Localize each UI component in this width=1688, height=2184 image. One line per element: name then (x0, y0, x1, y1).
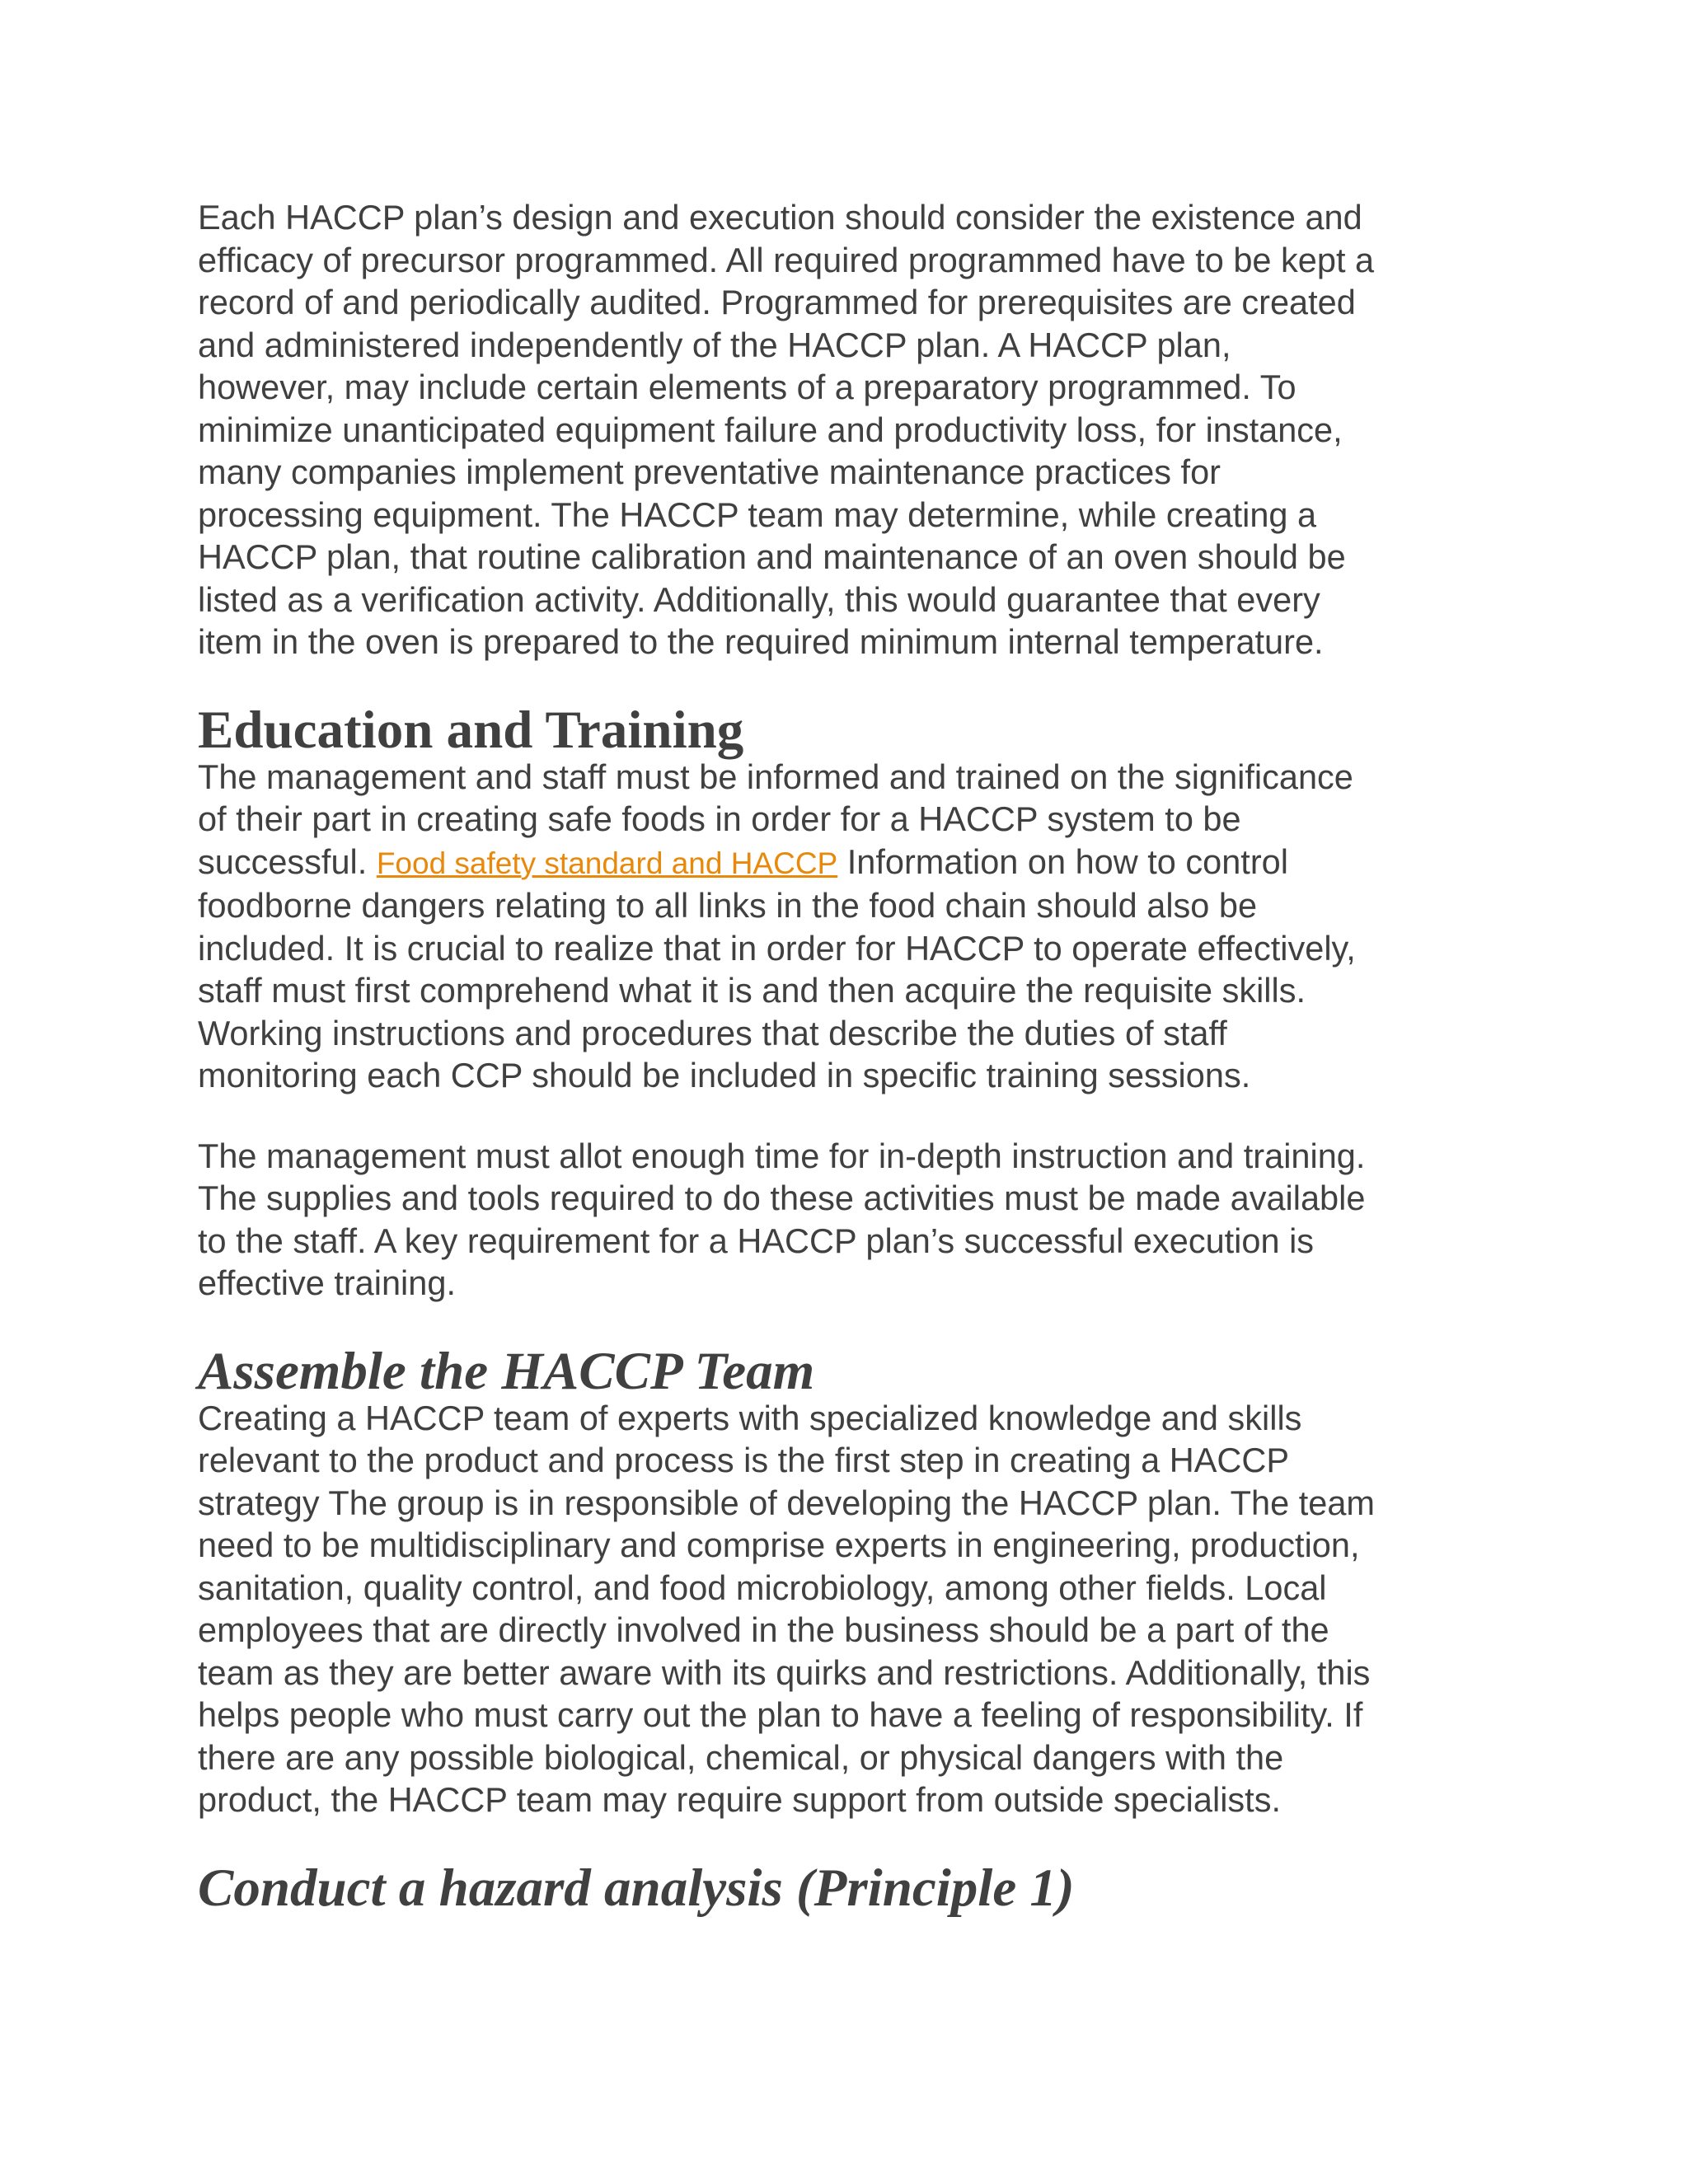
document-page (198, 196, 1500, 1918)
text-line: efficacy of precursor programmed. All required programmed have to be kept a (198, 240, 1375, 279)
text-line: product, the HACCP team may require support from outside specialists. (198, 1780, 1281, 1819)
text-line: effective training. (198, 1263, 456, 1302)
text-line: sanitation, quality control, and food microbiology, among other fields. Local (198, 1568, 1327, 1607)
text-line-with-link (198, 841, 1500, 885)
text-line: however, may include certain elements of a preparatory programmed. To (198, 368, 1296, 406)
text-line: foodborne dangers relating to all links in the food chain should also be (198, 886, 1258, 925)
text-line: to the staff. A key requirement for a HACCP plan’s successful execution is (198, 1221, 1315, 1260)
text-line: HACCP plan, that routine calibration and maintenance of an oven should be (198, 537, 1346, 576)
text-line: of their part in creating safe foods in order for a HACCP system to be (198, 799, 1241, 838)
text-line: The supplies and tools required to do these activities must be made available (198, 1179, 1366, 1217)
text-line: monitoring each CCP should be included in specific training sessions. (198, 1056, 1251, 1094)
text-line: and administered independently of the HACCP plan. A HACCP plan, (198, 325, 1231, 364)
text-line: The management and staff must be informed and trained on the significance (198, 757, 1353, 796)
text-line: minimize unanticipated equipment failure and productivity loss, for instance, (198, 410, 1343, 449)
heading-conduct-hazard-analysis: Conduct a hazard analysis (Principle 1) (198, 1858, 1075, 1918)
text-line: Working instructions and procedures that describe the duties of staff (198, 1013, 1227, 1052)
text-fragment: Information on how to control (837, 841, 1288, 881)
text-fragment: successful. (198, 841, 377, 881)
text-line: strategy The group is in responsible of developing the HACCP plan. The team (198, 1483, 1375, 1522)
text-line: employees that are directly involved in the business should be a part of the (198, 1610, 1329, 1649)
text-line: item in the oven is prepared to the required minimum internal temperature. (198, 622, 1324, 661)
paragraph-management-training (198, 1135, 1500, 1305)
heading-education-and-training: Education and Training (198, 700, 744, 760)
text-line: record of and periodically audited. Programmed for prerequisites are created (198, 283, 1356, 321)
text-line: The management must allot enough time for in-depth instruction and training. (198, 1136, 1366, 1175)
text-line: need to be multidisciplinary and comprise experts in engineering, production, (198, 1526, 1360, 1564)
text-line: staff must first comprehend what it is and then acquire the requisite skills. (198, 971, 1306, 1010)
text-line: team as they are better aware with its quirks and restrictions. Additionally, this (198, 1652, 1371, 1692)
paragraph-education (198, 756, 1500, 1097)
paragraph-prerequisite-programs (198, 196, 1500, 663)
text-line: Each HACCP plan’s design and execution should consider the existence and (198, 198, 1362, 237)
food-safety-haccp-link[interactable]: Food safety standard and HACCP (376, 846, 838, 880)
text-line: Creating a HACCP team of experts with specialized knowledge and skills (198, 1398, 1302, 1437)
text-line: included. It is crucial to realize that in order for HACCP to operate effectively, (198, 928, 1356, 968)
text-line: relevant to the product and process is the first step in creating a HACCP (198, 1441, 1290, 1479)
heading-assemble-haccp-team: Assemble the HACCP Team (198, 1341, 815, 1401)
text-line: listed as a verification activity. Additionally, this would guarantee that every (198, 579, 1320, 619)
text-line: processing equipment. The HACCP team may determine, while creating a (198, 494, 1317, 534)
text-line: helps people who must carry out the plan to have a feeling of responsibility. If (198, 1695, 1363, 1734)
text-line: many companies implement preventative maintenance practices for (198, 452, 1221, 491)
text-line: there are any possible biological, chemical, or physical dangers with the (198, 1737, 1284, 1777)
paragraph-haccp-team (198, 1397, 1500, 1821)
